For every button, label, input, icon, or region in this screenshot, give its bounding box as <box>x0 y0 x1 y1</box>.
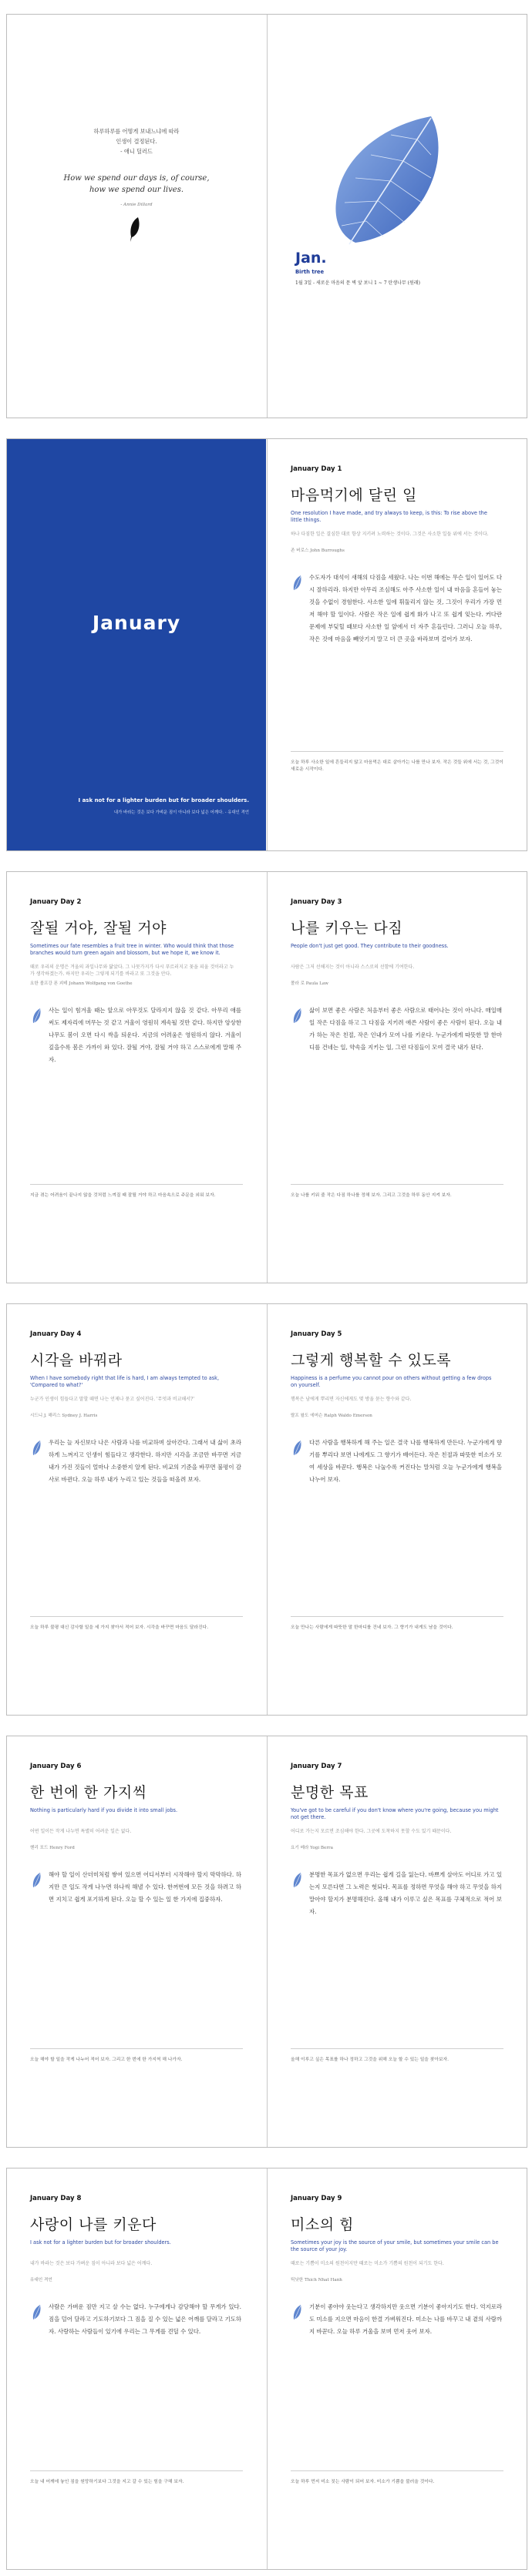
entry-footnote: 오늘 내 어깨에 놓인 짐을 원망하기보다 그것을 지고 갈 수 있는 힘을 구해 보자. <box>30 2470 243 2486</box>
entry-quote-ko: 사람은 그저 선해지는 것이 아니라 스스로의 선함에 기여한다. <box>291 964 415 970</box>
entry-title: 나를 키우는 다짐 <box>291 920 403 937</box>
entry-page <box>268 1736 527 2147</box>
entry-title: 사랑이 나를 키운다 <box>30 2216 157 2233</box>
entry-body: 우리는 늘 자신보다 나은 사람과 나를 비교하며 살아간다. 그래서 내 삶이 초라하게 느껴지고 인생이 힘들다고 생각한다. 하지만 시각을 조금만 바꾸면 지금 내가 가진 것들이 얼마나 소중한지 알게 된다. 비교의 기준을 바꾸면 불평이 감사로 바뀐다. 오늘 하루 내가 누리고 있는 것들을 떠올려 보자. <box>49 1439 241 1483</box>
entry-page <box>268 1304 527 1715</box>
entry-author: 시드니 J. 해리스 Sydney J. Harris <box>30 1414 98 1418</box>
entry-quote-ko: 행복은 남에게 뿌리면 자신에게도 몇 방울 묻는 향수와 같다. <box>291 1397 412 1402</box>
leaf-icon <box>292 1440 302 1457</box>
entry-quote-ko: 누군가 인생이 힘들다고 말할 때면 나는 언제나 묻고 싶어진다. '무엇과 비교해서?' <box>30 1397 194 1402</box>
entry-author: 랄프 왈도 에머슨 Ralph Waldo Emerson <box>291 1414 372 1418</box>
entry-quote-en: People don't just get good. They contribute to their goodness. <box>291 943 449 949</box>
entry-quote-ko: 어디로 가는지 모르면 조심해야 한다. 그곳에 도착하지 못할 수도 있기 때문이다. <box>291 1829 452 1834</box>
leaf-illustration <box>315 107 454 253</box>
entry-day: January Day 4 <box>30 1330 82 1338</box>
entry-author: 유대인 격언 <box>30 2278 52 2283</box>
entry-title: 마음먹기에 달린 일 <box>291 487 417 504</box>
entry-quote-en: I ask not for a lighter burden but for broader shoulders. <box>30 2239 171 2246</box>
entry-quote-ko: 어떤 일이든 작게 나누면 특별히 어려운 일은 없다. <box>30 1829 132 1834</box>
entry-footnote: 오늘 나를 키워 줄 작은 다짐 하나를 정해 보자. 그리고 그것을 하루 동안 지켜 보자. <box>291 1184 503 1199</box>
entry-footnote: 지금 겪는 어려움이 끝나지 않을 것처럼 느껴질 때 잘될 거야 하고 마음속으로 주문을 외워 보자. <box>30 1184 243 1199</box>
feather-icon <box>127 216 143 243</box>
entry-quote-ko: 때로 우리의 운명은 겨울의 과일나무와 닮았다. 그 나뭇가지가 다시 푸르러지고 꽃을 피울 것이라고 누가 생각하겠는가. 하지만 우리는 그렇게 되기를 바라고 또 그것을 안다. <box>30 964 234 977</box>
entry-page <box>268 872 527 1283</box>
leaf-icon <box>292 575 302 592</box>
entry-day: January Day 3 <box>291 898 342 906</box>
entry-day: January Day 5 <box>291 1330 342 1338</box>
spread-day4-day5 <box>6 1303 527 1716</box>
entry-body: 사는 일이 힘겨울 때는 앞으로 아무것도 달라지지 않을 것 같다. 아무리 애를 써도 제자리에 머무는 것 같고 겨울이 영원히 계속될 것만 같다. 하지만 앙상한 나무도 봄이 오면 다시 싹을 틔운다. 지금의 어려움은 영원하지 않다. 겨울이 깊을수록 봄은 가까이 와 있다. 잘될 거야, 잘될 거야 하고 스스로에게 말해 주자. <box>49 1007 241 1063</box>
entry-body: 사람은 가벼운 짐만 지고 살 수는 없다. 누구에게나 감당해야 할 무게가 있다. 짐을 덜어 달라고 기도하기보다 그 짐을 질 수 있는 넓은 어깨를 달라고 기도하자. 사랑하는 사람들이 있기에 우리는 그 무게를 견딜 수 있다. <box>49 2303 241 2335</box>
month-description: 1월 3일 - 새로운 마음의 문 벽 앞 보니 1 ~ 7 탄생나무 (원래) <box>295 280 420 286</box>
entry-footnote: 오늘 하루 불평 대신 감사할 일을 세 가지 찾아서 적어 보자. 시각을 바꾸면 마음도 달라진다. <box>30 1616 243 1632</box>
entry-day: January Day 2 <box>30 898 82 906</box>
entry-page <box>268 439 527 850</box>
entry-body: 기분이 좋아야 웃는다고 생각하지만 웃으면 기분이 좋아지기도 한다. 억지로라도 미소를 지으면 마음이 한결 가벼워진다. 미소는 나를 바꾸고 내 곁의 사람까지 바꾼다. 오늘 하루 거울을 보며 먼저 웃어 보자. <box>309 2303 502 2335</box>
entry-body: 해야 할 일이 산더미처럼 쌓여 있으면 어디서부터 시작해야 할지 막막하다. 하지만 큰 일도 작게 나누면 하나씩 해낼 수 있다. 한꺼번에 모든 것을 하려고 하면 지치고 쉽게 포기하게 된다. 오늘 할 수 있는 일 한 가지에 집중하자. <box>49 1871 241 1903</box>
entry-author: 폴라 로 Paula Law <box>291 981 328 986</box>
entry-quote-en: Sometimes our fate resembles a fruit tree in winter. Who would think that those branches would turn green again and blossom, but we hope it, we know it. <box>30 943 234 956</box>
entry-title: 미소의 힘 <box>291 2216 354 2233</box>
cover-page <box>7 439 266 850</box>
entry-quote-en: Nothing is particularly hard if you divide it into small jobs. <box>30 1807 178 1813</box>
entry-title: 시각을 바꿔라 <box>30 1352 123 1369</box>
entry-page <box>7 872 266 1283</box>
leaf-icon <box>32 1008 42 1025</box>
intro-month-page <box>268 15 527 418</box>
month-subtitle: Birth tree <box>295 269 325 275</box>
spread-day6-day7 <box>6 1736 527 2148</box>
entry-day: January Day 6 <box>30 1763 82 1770</box>
entry-title: 그렇게 행복할 수 있도록 <box>291 1352 452 1369</box>
entry-title: 분명한 목표 <box>291 1784 369 1801</box>
intro-quote-page <box>7 15 266 418</box>
entry-body: 다른 사람을 행복하게 해 주는 일은 결국 나를 행복하게 만든다. 누군가에게 향기를 뿌리다 보면 나에게도 그 향기가 배어든다. 작은 친절과 따뜻한 미소가 모여 세상을 바꾼다. 행복은 나눌수록 커진다는 말처럼 오늘 누군가에게 행복을 나누어 보자. <box>309 1439 502 1483</box>
cover-quote-en: I ask not for a lighter burden but for broader shoulders. <box>78 797 249 803</box>
entry-footnote: 오늘 해야 할 일을 작게 나누어 적어 보자. 그리고 한 번에 한 가지씩 해 나가자. <box>30 2048 243 2064</box>
spread-day2-day3 <box>6 871 527 1283</box>
entry-author: 헨리 포드 Henry Ford <box>30 1846 75 1850</box>
spread-day8-day9 <box>6 2168 527 2570</box>
entry-page <box>7 1304 266 1715</box>
spread-cover-day1 <box>6 438 527 851</box>
entry-footnote: 오늘 하루 먼저 미소 짓는 사람이 되어 보자. 미소가 기쁨을 불러올 것이다. <box>291 2470 503 2486</box>
leaf-icon <box>292 1008 302 1025</box>
spread-intro <box>6 14 527 418</box>
entry-page <box>268 2168 527 2569</box>
entry-quote-en: Happiness is a perfume you cannot pour on others without getting a few drops on yourself. <box>291 1375 492 1388</box>
entry-body: 분명한 목표가 없으면 우리는 쉽게 길을 잃는다. 바쁘게 살아도 어디로 가고 있는지 모른다면 그 노력은 헛되다. 목표를 정하면 무엇을 해야 하고 무엇을 하지 말아야 할지가 분명해진다. 올해 내가 이루고 싶은 목표를 구체적으로 적어 보자. <box>309 1871 502 1915</box>
cover-quote-ko: 내가 바라는 것은 보다 가벼운 짐이 아니라 보다 넓은 어깨다. - 유대인 격언 <box>113 810 249 815</box>
entry-day: January Day 1 <box>291 465 342 473</box>
leaf-icon <box>32 1872 42 1889</box>
entry-footnote: 오늘 하루 사소한 일에 흔들리지 않고 마음먹은 대로 살아가는 나를 만나 보자. 작은 것들 위에 서는 것, 그것이 새로운 시작이다. <box>291 751 503 773</box>
entry-author: 존 버로스 John Burroughs <box>291 548 345 553</box>
entry-body: 삶이 보면 좋은 사람은 처음부터 좋은 사람으로 태어나는 것이 아니다. 매일매일 작은 다짐을 하고 그 다짐을 지키려 애쓴 사람이 좋은 사람이 된다. 오늘 내가 하는 작은 친절, 작은 인내가 모여 나를 키운다. 누군가에게 따뜻한 말 한마디를 건네는 일, 약속을 지키는 일, 그런 다짐들이 모여 결국 내가 된다. <box>309 1007 502 1051</box>
entry-page <box>7 1736 266 2147</box>
intro-quote-ko: 하루하루를 어떻게 보내느냐에 따라 인생이 결정된다. - 애니 딜러드 <box>93 128 180 155</box>
entry-title: 한 번에 한 가지씩 <box>30 1784 147 1801</box>
leaf-icon <box>32 1440 42 1457</box>
entry-author: 틱낫한 Thich Nhat Hanh <box>291 2278 342 2283</box>
entry-quote-ko: 내가 바라는 것은 보다 가벼운 짐이 아니라 보다 넓은 어깨다. <box>30 2261 153 2266</box>
entry-author: 요기 베라 Yogi Berra <box>291 1846 333 1850</box>
entry-quote-en: Sometimes your joy is the source of your smile, but sometimes your smile can be the source of your joy. <box>291 2239 499 2252</box>
month-title: Jan. <box>295 250 327 267</box>
entry-title: 잘될 거야, 잘될 거야 <box>30 920 167 937</box>
leaf-icon <box>292 1872 302 1889</box>
intro-quote-en: How we spend our days is, of course, how we spend our lives. <box>63 174 210 194</box>
entry-page <box>7 2168 266 2569</box>
cover-title: January <box>92 612 181 634</box>
entry-body: 수도자가 대석이 새해의 다짐을 세웠다. 나는 이번 해에는 무슨 일이 있어도 다시 잘하리라. 하지만 아무리 조심해도 아주 사소한 일이 내 마음을 흔들어 놓는 것을 수없이 경험한다. 사소한 일에 휘둘리지 않는 것, 그것이 우리가 가장 먼저 해야 할 일이다. 사람은 작은 일에 쉽게 화가 나고 또 쉽게 잊는다. 커다란 문제에 부딪힐 때보다 사소한 일 앞에서 더 자주 흔들린다. 그러니 오늘 하루, 작은 것에 마음을 빼앗기지 말고 더 큰 곳을 바라보며 걸어가 보자. <box>309 574 502 642</box>
entry-quote-en: When I have somebody right that life is hard, I am always tempted to ask, 'Compared to what?' <box>30 1375 220 1388</box>
entry-footnote: 오늘 만나는 사람에게 따뜻한 말 한마디를 건네 보자. 그 향기가 내게도 남을 것이다. <box>291 1616 503 1632</box>
leaf-icon <box>292 2304 302 2321</box>
entry-day: January Day 9 <box>291 2195 342 2202</box>
entry-day: January Day 7 <box>291 1763 342 1770</box>
entry-quote-en: You've got to be careful if you don't know where you're going, because you might not get there. <box>291 1807 499 1820</box>
entry-quote-en: One resolution I have made, and try always to keep, is this: To rise above the little things. <box>291 510 487 523</box>
entry-day: January Day 8 <box>30 2195 82 2202</box>
entry-author: 요한 볼프강 폰 괴테 Johann Wolfgang von Goethe <box>30 981 133 986</box>
entry-footnote: 올해 이루고 싶은 목표를 하나 정하고 그것을 위해 오늘 할 수 있는 일을 찾아보자. <box>291 2048 503 2064</box>
entry-quote-ko: 하나 다짐한 일은 결심한 대로 항상 지키려 노력하는 것이다. 그것은 사소한 일들 위에 서는 것이다. <box>291 532 489 537</box>
entry-quote-ko: 때로는 기쁨이 미소의 원천이지만 때로는 미소가 기쁨의 원천이 되기도 한다. <box>291 2261 444 2266</box>
intro-quote-author: - Annie Dillard <box>120 203 153 207</box>
leaf-icon <box>32 2304 42 2321</box>
